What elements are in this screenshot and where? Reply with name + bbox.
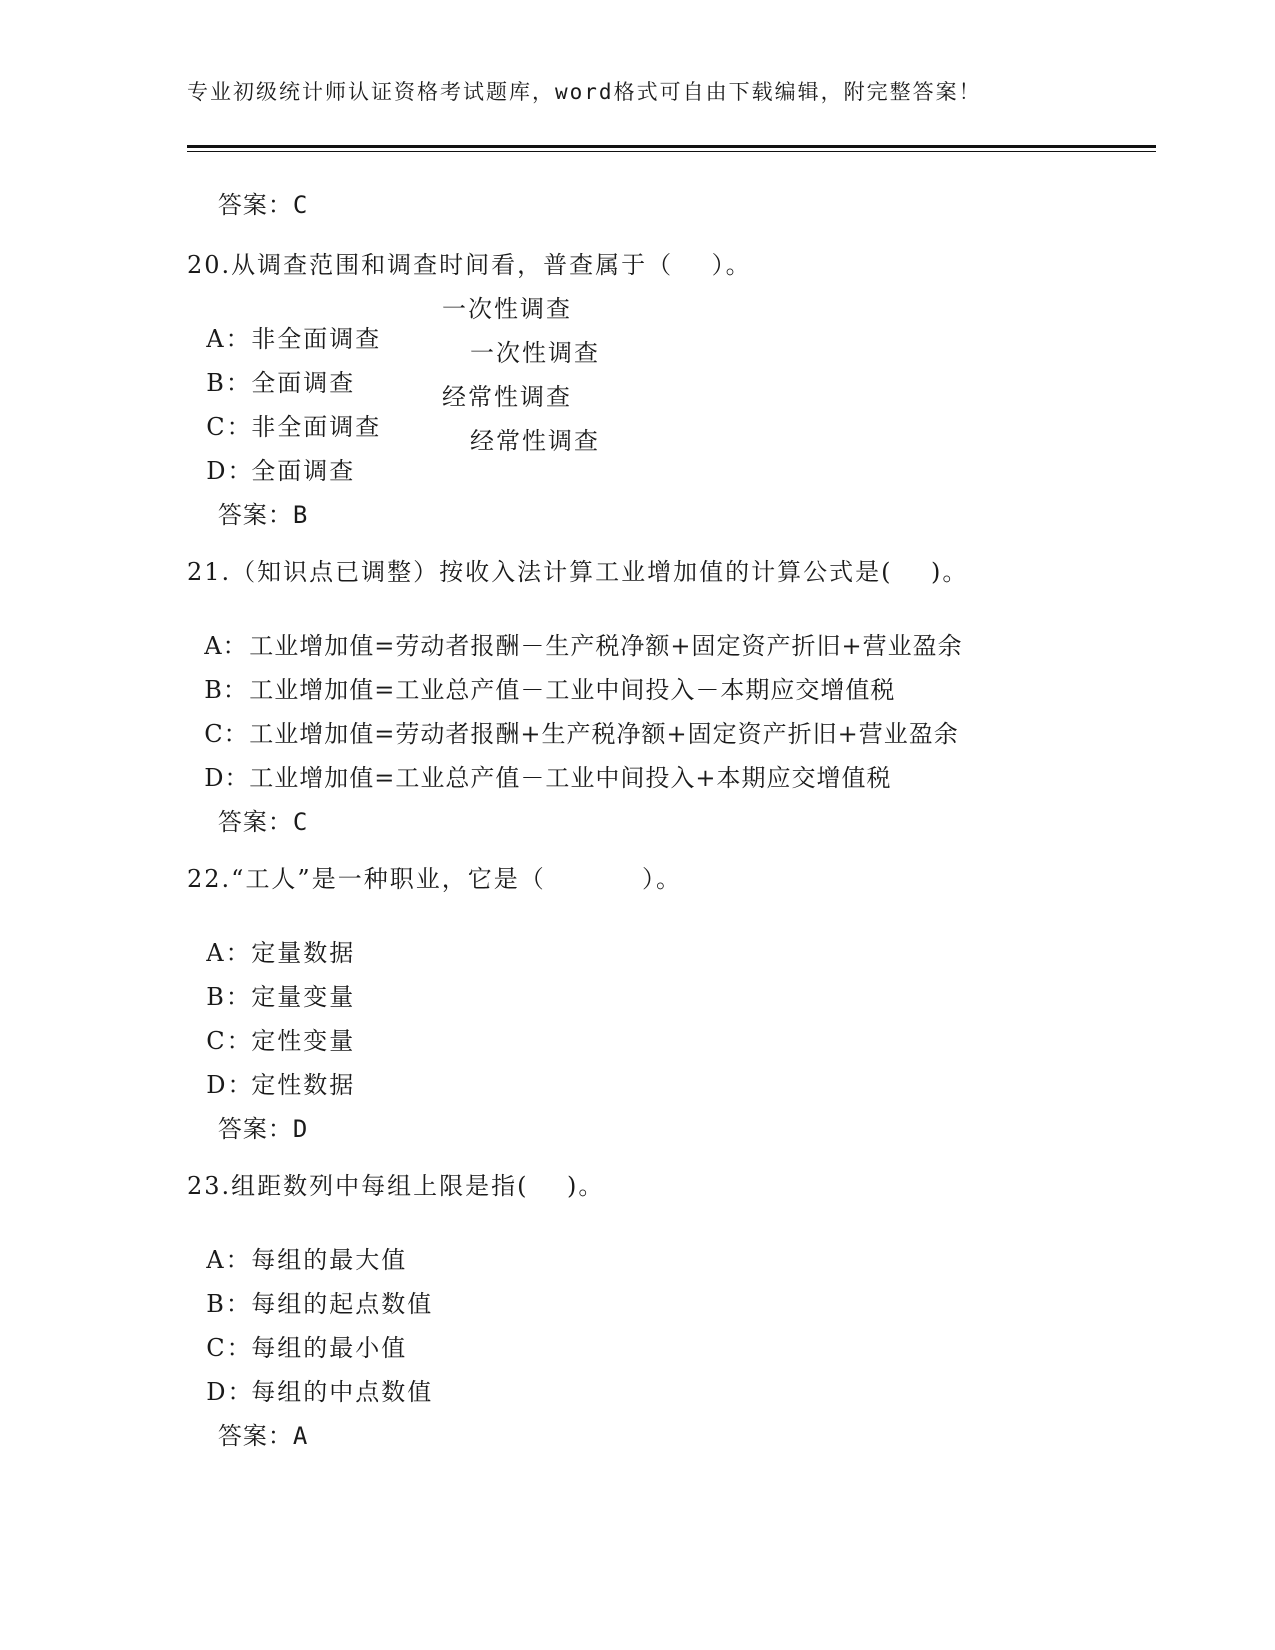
header-rule-thin bbox=[187, 151, 1156, 152]
option-key: A： bbox=[206, 1246, 252, 1274]
header-rule-thick bbox=[187, 145, 1156, 148]
option-key: B： bbox=[206, 1290, 252, 1318]
option-text: 定量数据 bbox=[251, 939, 356, 967]
answer-label: 答案： bbox=[217, 1422, 293, 1450]
option-key: C： bbox=[204, 720, 249, 748]
option-key: D： bbox=[206, 1378, 254, 1406]
option-key: B： bbox=[204, 676, 248, 704]
option-text-secondary: 经常性调查 bbox=[470, 427, 600, 455]
option-text: 每组的起点数值 bbox=[251, 1290, 434, 1318]
answer-label: 答案： bbox=[217, 501, 293, 529]
page-header: 专业初级统计师认证资格考试题库，word格式可自由下载编辑，附完整答案！ bbox=[187, 80, 982, 104]
answer-value: C bbox=[292, 191, 309, 219]
option-key: D： bbox=[206, 457, 254, 485]
option-text: 每组的中点数值 bbox=[251, 1378, 434, 1406]
option-text: 非全面调查 bbox=[251, 413, 382, 441]
option-text-secondary: 一次性调查 bbox=[470, 339, 600, 367]
answer-label: 答案： bbox=[217, 191, 293, 219]
option-text: 工业增加值=工业总产值－工业中间投入+本期应交增值税 bbox=[249, 764, 892, 792]
option-key: B： bbox=[206, 983, 252, 1011]
option-key: A： bbox=[206, 939, 252, 967]
answer-line bbox=[187, 1391, 308, 1451]
option-text: 每组的最小值 bbox=[251, 1334, 408, 1362]
option-text-secondary: 一次性调查 bbox=[442, 295, 572, 323]
answer-label: 答案： bbox=[217, 808, 293, 836]
option-text: 工业增加值=工业总产值－工业中间投入－本期应交增值税 bbox=[249, 676, 896, 704]
option-text: 全面调查 bbox=[251, 457, 356, 485]
option-text: 定量变量 bbox=[251, 983, 356, 1011]
option-text: 非全面调查 bbox=[251, 325, 382, 353]
answer-line bbox=[187, 777, 308, 837]
answer-line bbox=[187, 470, 308, 530]
option-text: 定性数据 bbox=[251, 1071, 356, 1099]
option-text-secondary: 经常性调查 bbox=[442, 383, 572, 411]
question-stem: 20.从调查范围和调查时间看，普查属于（ ）。 bbox=[187, 251, 752, 279]
question-stem: 23.组距数列中每组上限是指( )。 bbox=[187, 1172, 605, 1200]
answer-line bbox=[187, 1084, 308, 1144]
answer-label: 答案： bbox=[217, 1115, 293, 1143]
option-text: 工业增加值=劳动者报酬+生产税净额+固定资产折旧+营业盈余 bbox=[249, 720, 959, 748]
answer-value: C bbox=[292, 808, 309, 836]
option-key: C： bbox=[206, 1334, 253, 1362]
question-stem: 22.“工人”是一种职业，它是（ ）。 bbox=[187, 865, 682, 893]
option-key: D： bbox=[206, 1071, 254, 1099]
option-key: D： bbox=[204, 764, 250, 792]
option-text: 工业增加值=劳动者报酬－生产税净额+固定资产折旧+营业盈余 bbox=[249, 632, 963, 660]
option-text: 每组的最大值 bbox=[251, 1246, 408, 1274]
answer-line bbox=[187, 160, 308, 220]
answer-value: D bbox=[292, 1115, 309, 1143]
option-key: B： bbox=[206, 369, 252, 397]
answer-value: A bbox=[292, 1422, 309, 1450]
option-key: A： bbox=[204, 632, 248, 660]
option-text: 定性变量 bbox=[251, 1027, 356, 1055]
option-key: A： bbox=[206, 325, 252, 353]
answer-value: B bbox=[292, 501, 309, 529]
option-key: C： bbox=[206, 413, 253, 441]
option-key: C： bbox=[206, 1027, 253, 1055]
option-text: 全面调查 bbox=[251, 369, 356, 397]
question-stem: 21.（知识点已调整）按收入法计算工业增加值的计算公式是( )。 bbox=[187, 558, 969, 586]
